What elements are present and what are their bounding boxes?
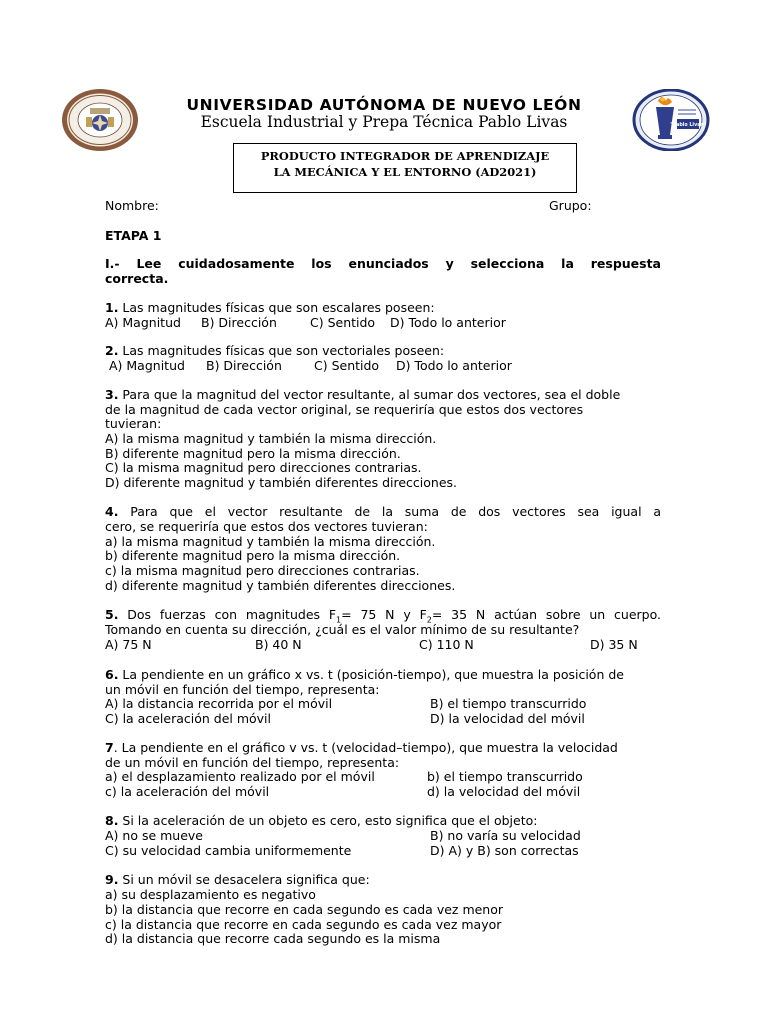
question-9 xyxy=(105,872,370,887)
stage-heading: ETAPA 1 xyxy=(105,228,162,243)
q4-option-a: a) la misma magnitud y también la misma dirección. xyxy=(105,534,436,549)
q9-option-d: d) la distancia que recorre cada segundo es la misma xyxy=(105,931,441,946)
question-4-number: 4. xyxy=(105,504,119,519)
question-3-line-1 xyxy=(105,387,620,402)
q8-option-b: B) no varía su velocidad xyxy=(430,828,581,843)
name-field-label: Nombre: xyxy=(105,198,159,213)
question-5-subscript-2: 2 xyxy=(426,615,432,625)
title-line-2: LA MECÁNICA Y EL ENTORNO (AD2021) xyxy=(273,165,537,179)
q2-option-a: A) Magnitud xyxy=(109,358,185,373)
question-3-text-1: Para que la magnitud del vector resultante, al sumar dos vectores, sea el doble xyxy=(118,387,621,402)
q5-option-b: B) 40 N xyxy=(255,637,302,652)
question-6-number: 6. xyxy=(105,667,119,682)
q9-option-c: c) la distancia que recorre en cada segundo es cada vez mayor xyxy=(105,917,502,932)
q9-option-b: b) la distancia que recorre en cada segundo es cada vez menor xyxy=(105,902,504,917)
q2-option-b: B) Dirección xyxy=(206,358,282,373)
school-name: Escuela Industrial y Prepa Técnica Pablo Livas xyxy=(200,113,568,131)
question-6-line-2: un móvil en función del tiempo, representa: xyxy=(105,682,380,697)
q2-option-c: C) Sentido xyxy=(314,358,380,373)
q3-option-c: C) la misma magnitud pero direcciones contrarias. xyxy=(105,460,422,475)
question-4-line-2: cero, se requeriría que estos dos vectores tuvieran: xyxy=(105,519,428,534)
q2-option-d: D) Todo lo anterior xyxy=(396,358,512,373)
question-3-number: 3. xyxy=(105,387,119,402)
question-1-number: 1. xyxy=(105,300,119,315)
q4-option-b: b) diferente magnitud pero la misma dirección. xyxy=(105,548,401,563)
question-5-number: 5. xyxy=(105,607,119,622)
q1-option-b: B) Dirección xyxy=(201,315,277,330)
question-6-text-1: La pendiente en un gráfico x vs. t (posición-tiempo), que muestra la posición de xyxy=(118,667,624,682)
question-9-text: Si un móvil se desacelera significa que: xyxy=(118,872,370,887)
q8-option-a: A) no se mueve xyxy=(105,828,203,843)
question-4-text-1: Para que el vector resultante de la suma de dos vectores sea igual a xyxy=(118,504,661,519)
q6-option-d: D) la velocidad del móvil xyxy=(430,711,585,726)
question-3-line-3: tuvieran: xyxy=(105,416,162,431)
question-7-number: 7 xyxy=(105,740,114,755)
title-line-1: PRODUCTO INTEGRADOR DE APRENDIZAJE xyxy=(260,149,550,163)
q8-option-c: C) su velocidad cambia uniformemente xyxy=(105,843,352,858)
logo-text-pablo-livas: "Pablo Livas" xyxy=(670,123,706,128)
q8-option-d: D) A) y B) son correctas xyxy=(430,843,579,858)
q5-option-c: C) 110 N xyxy=(419,637,474,652)
question-2 xyxy=(105,343,444,358)
question-8-text: Si la aceleración de un objeto es cero, esto significa que el objeto: xyxy=(118,813,538,828)
question-8 xyxy=(105,813,537,828)
university-name: UNIVERSIDAD AUTÓNOMA DE NUEVO LEÓN xyxy=(186,96,582,114)
group-field-label: Grupo: xyxy=(549,198,592,213)
question-9-number: 9. xyxy=(105,872,119,887)
q1-option-d: D) Todo lo anterior xyxy=(390,315,506,330)
q3-option-d: D) diferente magnitud y también diferentes direcciones. xyxy=(105,475,457,490)
question-1 xyxy=(105,300,435,315)
q7-option-d: d) la velocidad del móvil xyxy=(427,784,581,799)
question-4-line-1 xyxy=(105,504,661,519)
q1-option-a: A) Magnitud xyxy=(105,315,181,330)
question-6-line-1 xyxy=(105,667,624,682)
q4-option-c: c) la misma magnitud pero direcciones contrarias. xyxy=(105,563,420,578)
question-1-text: Las magnitudes físicas que son escalares poseen: xyxy=(118,300,435,315)
q4-option-d: d) diferente magnitud y también diferentes direcciones. xyxy=(105,578,456,593)
q5-option-d: D) 35 N xyxy=(590,637,638,652)
title-box xyxy=(233,143,577,193)
question-8-number: 8. xyxy=(105,813,119,828)
q3-option-a: A) la misma magnitud y también la misma dirección. xyxy=(105,431,437,446)
instructions-line-2: correcta. xyxy=(105,271,169,286)
question-3-line-2: de la magnitud de cada vector original, se requeriría que estos dos vectores xyxy=(105,402,584,417)
q7-option-a: a) el desplazamiento realizado por el móvil xyxy=(105,769,375,784)
question-2-text: Las magnitudes físicas que son vectoriales poseen: xyxy=(118,343,445,358)
q3-option-b: B) diferente magnitud pero la misma dirección. xyxy=(105,446,401,461)
question-5-text-1b: = 75 N y F xyxy=(341,607,427,622)
q5-option-a: A) 75 N xyxy=(105,637,152,652)
instructions-line-1: I.- Lee cuidadosamente los enunciados y selecciona la respuesta xyxy=(105,256,661,271)
question-5-text-1c: = 35 N actúan sobre un cuerpo. xyxy=(431,607,661,622)
q6-option-b: B) el tiempo transcurrido xyxy=(430,696,587,711)
question-5-subscript-1: 1 xyxy=(336,615,342,625)
q6-option-a: A) la distancia recorrida por el móvil xyxy=(105,696,333,711)
question-2-number: 2. xyxy=(105,343,119,358)
q7-option-b: b) el tiempo transcurrido xyxy=(427,769,583,784)
q1-option-c: C) Sentido xyxy=(310,315,376,330)
question-7-line-1 xyxy=(105,740,618,755)
question-5-line-2: Tomando en cuenta su dirección, ¿cuál es el valor mínimo de su resultante? xyxy=(105,622,580,637)
question-5-text-1a: Dos fuerzas con magnitudes F xyxy=(118,607,337,622)
q6-option-c: C) la aceleración del móvil xyxy=(105,711,271,726)
q7-option-c: c) la aceleración del móvil xyxy=(105,784,270,799)
question-7-line-2: de un móvil en función del tiempo, representa: xyxy=(105,755,400,770)
question-7-text-1: . La pendiente en el gráfico v vs. t (velocidad–tiempo), que muestra la velocidad xyxy=(113,740,618,755)
q9-option-a: a) su desplazamiento es negativo xyxy=(105,887,316,902)
